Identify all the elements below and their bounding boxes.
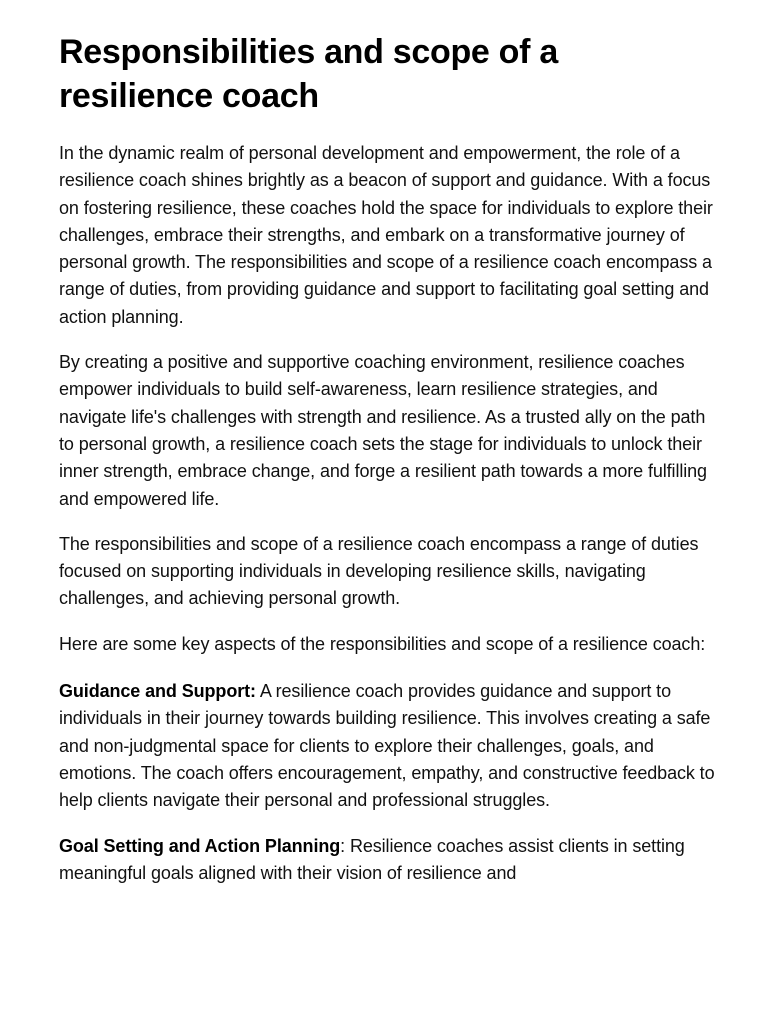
goal-setting-text: : Resilience coaches assist clients in setting meaningful goals aligned with their vision of resilience and [59, 835, 685, 883]
guidance-support-heading: Guidance and Support: [59, 681, 256, 702]
guidance-support-text: A resilience coach provides guidance and support to individuals in their journey towards building resilience. This involves creating a safe and non-judgmental space for clients to explore their challenges, goals, and emotions. The coach offers encouragement, empathy, and constructive feedback to help clients navigate their personal and professional struggles. [59, 681, 715, 811]
article-title: Responsibilities and scope of a resilience coach [59, 33, 558, 115]
article [59, 30, 719, 905]
goal-setting-section [59, 833, 719, 888]
goal-setting-heading: Goal Setting and Action Planning [59, 835, 341, 856]
key-aspects-paragraph: Here are some key aspects of the responsibilities and scope of a resilience coach: [59, 633, 706, 654]
intro-paragraph: In the dynamic realm of personal development and empowerment, the role of a resilience coach shines brightly as a beacon of support and guidance. With a focus on fostering resilience, these coaches hold the space for individuals to explore their challenges, embrace their strengths, and embark on a transformative journey of personal growth. The responsibilities and scope of a resilience coach encompass a range of duties, from providing guidance and support to facilitating goal setting and action planning. [59, 143, 713, 327]
environment-paragraph: By creating a positive and supportive coaching environment, resilience coaches empower individuals to build self-awareness, learn resilience strategies, and navigate life's challenges with strength and resilience. As a trusted ally on the path to personal growth, a resilience coach sets the stage for individuals to unlock their inner strength, embrace change, and forge a resilient path towards a more fulfilling and empowered life. [59, 352, 707, 509]
scope-paragraph: The responsibilities and scope of a resilience coach encompass a range of duties focused on supporting individuals in developing resilience skills, navigating challenges, and achieving personal growth. [59, 533, 699, 609]
guidance-support-section [59, 678, 719, 814]
